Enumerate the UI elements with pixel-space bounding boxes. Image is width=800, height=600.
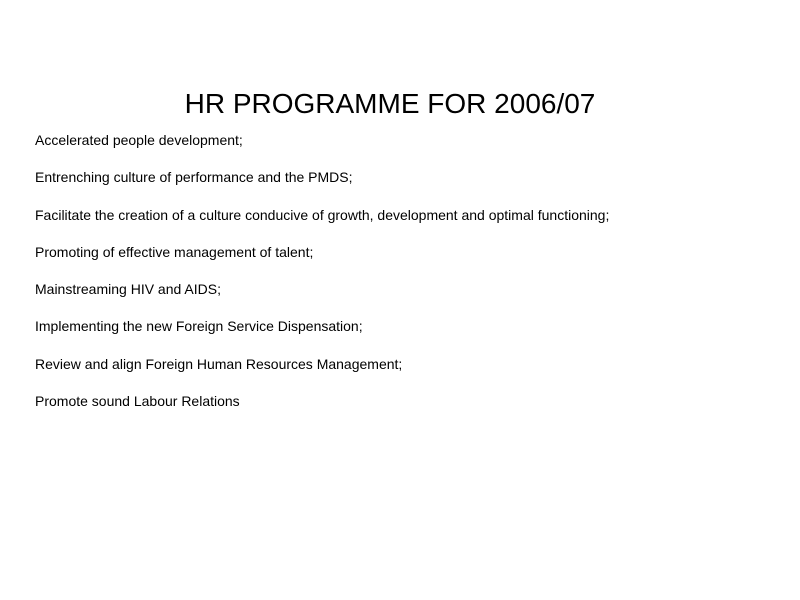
slide-title: HR PROGRAMME FOR 2006/07 (184, 88, 596, 119)
programme-list (35, 130, 775, 428)
list-item: Facilitate the creation of a culture conducive of growth, development and optimal functioning; (35, 206, 610, 223)
list-item: Promoting of effective management of talent; (35, 243, 314, 260)
list-item: Promote sound Labour Relations (35, 393, 240, 410)
list-item: Review and align Foreign Human Resources Management; (35, 355, 403, 372)
list-item: Mainstreaming HIV and AIDS; (35, 281, 221, 298)
list-item: Implementing the new Foreign Service Dispensation; (35, 318, 363, 335)
list-item: Entrenching culture of performance and the PMDS; (35, 169, 353, 186)
list-item: Accelerated people development; (35, 132, 243, 148)
